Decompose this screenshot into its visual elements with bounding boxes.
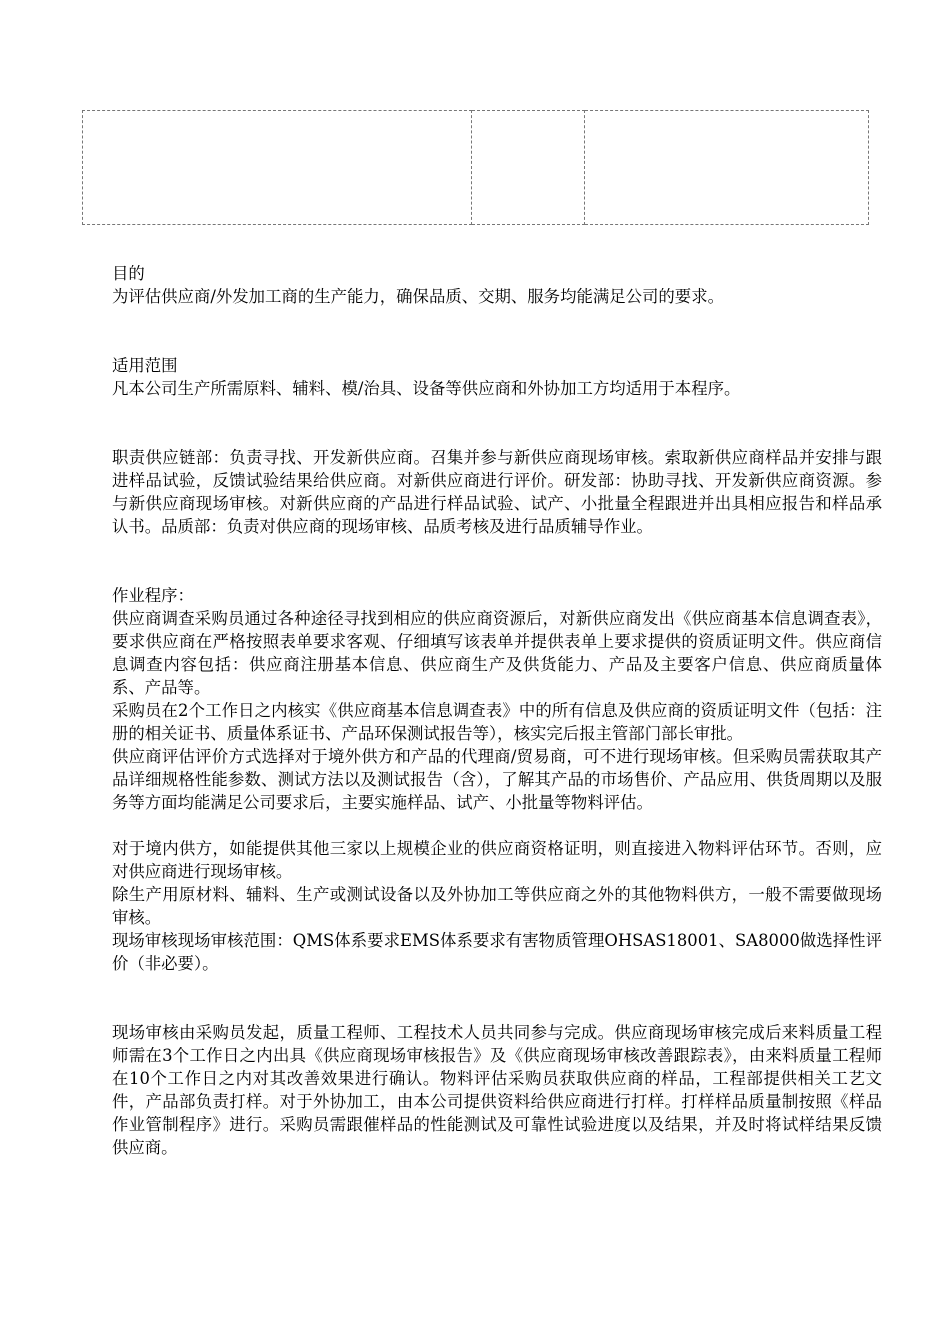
procedure-paragraph-6: 现场审核现场审核范围：QMS体系要求EMS体系要求有害物质管理OHSAS18001、SA8000做选择性评价（非必要）。 [112,931,882,973]
header-table [82,110,869,225]
header-cell-right [585,111,869,225]
document-body [112,262,882,1159]
duty-text: 职责供应链部：负责寻找、开发新供应商。召集并参与新供应商现场审核。索取新供应商样品并安排与跟进样品试验，反馈试验结果给供应商。对新供应商进行评价。研发部：协助寻找、开发新供应商资源。参与新供应商现场审核。对新供应商的产品进行样品试验、试产、小批量全程跟进并出具相应报告和样品承认书。品质部：负责对供应商的现场审核、品质考核及进行品质辅导作业。 [112,448,882,536]
procedure-paragraph-5: 除生产用原材料、辅料、生产或测试设备以及外协加工等供应商之外的其他物料供方，一般不需要做现场审核。 [112,885,882,927]
spacer [112,308,882,354]
scope-heading: 适用范围 [112,356,178,375]
procedure-paragraph-4: 对于境内供方，如能提供其他三家以上规模企业的供应商资格证明，则直接进入物料评估环节。否则，应对供应商进行现场审核。 [112,839,882,881]
header-cell-middle [472,111,585,225]
purpose-text: 为评估供应商/外发加工商的生产能力，确保品质、交期、服务均能满足公司的要求。 [112,287,724,306]
spacer [112,538,882,584]
spacer [112,400,882,446]
procedure-heading: 作业程序： [112,586,194,605]
spacer [112,814,882,837]
procedure-paragraph-2: 采购员在2个工作日之内核实《供应商基本信息调查表》中的所有信息及供应商的资质证明文件（包括：注册的相关证书、质量体系证书、产品环保测试报告等），核实完后报主管部门部长审批。 [112,701,882,743]
purpose-heading: 目的 [112,264,145,283]
header-table-row [83,111,869,225]
scope-text: 凡本公司生产所需原料、辅料、模/治具、设备等供应商和外协加工方均适用于本程序。 [112,379,741,398]
spacer [112,975,882,1021]
procedure-paragraph-3: 供应商评估评价方式选择对于境外供方和产品的代理商/贸易商，可不进行现场审核。但采购员需获取其产品详细规格性能参数、测试方法以及测试报告（含），了解其产品的市场售价、产品应用、供货周期以及服务等方面均能满足公司要求后，主要实施样品、试产、小批量等物料评估。 [112,747,882,812]
header-cell-left [83,111,472,225]
procedure-paragraph-1: 供应商调查采购员通过各种途径寻找到相应的供应商资源后，对新供应商发出《供应商基本信息调查表》，要求供应商在严格按照表单要求客观、仔细填写该表单并提供表单上要求提供的资质证明文件。供应商信息调查内容包括：供应商注册基本信息、供应商生产及供货能力、产品及主要客户信息、供应商质量体系、产品等。 [112,609,882,697]
procedure-paragraph-7: 现场审核由采购员发起，质量工程师、工程技术人员共同参与完成。供应商现场审核完成后来料质量工程师需在3个工作日之内出具《供应商现场审核报告》及《供应商现场审核改善跟踪表》，由来料质量工程师在10个工作日之内对其改善效果进行确认。物料评估采购员获取供应商的样品，工程部提供相关工艺文件，产品部负责打样。对于外协加工，由本公司提供资料给供应商进行打样。打样样品质量制按照《样品作业管制程序》进行。采购员需跟催样品的性能测试及可靠性试验进度以及结果，并及时将试样结果反馈供应商。 [112,1023,882,1157]
